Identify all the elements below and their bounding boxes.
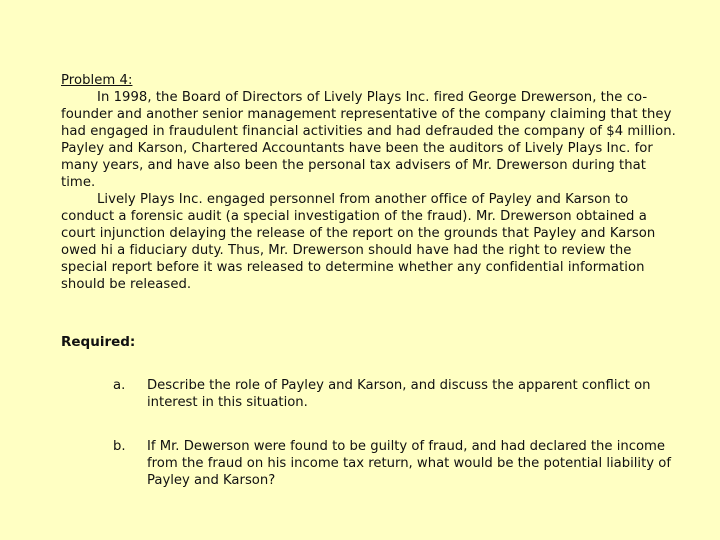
problem-heading: Problem 4:	[61, 73, 133, 88]
item-text: Describe the role of Payley and Karson, and discuss the apparent conflict on interest in this situation.	[147, 378, 651, 410]
problem-paragraph-1: In 1998, the Board of Directors of Lively Plays Inc. fired George Drewerson, the co-founder and another senior management representative of the company claiming that they had engaged in fraudulent financial activities and had defrauded the company of $4 million. Payley and Karson, Chartered Accountants have been the auditors of Lively Plays Inc. for many years, and have also been the personal tax advisers of Mr. Drewerson during that time.	[61, 90, 676, 190]
problem-body	[61, 72, 681, 293]
item-letter: b.	[113, 439, 126, 454]
required-label: Required:	[61, 334, 136, 350]
item-letter: a.	[113, 378, 126, 393]
problem-paragraph-2: Lively Plays Inc. engaged personnel from another office of Payley and Karson to conduct a forensic audit (a special investigation of the fraud). Mr. Drewerson obtained a court injunction delaying the release of the report on the grounds that Payley and Karson owed hi a fiduciary duty. Thus, Mr. Drewerson should have had the right to review the special report before it was released to determine whether any confidential information should be released.	[61, 192, 656, 292]
item-text: If Mr. Dewerson were found to be guilty of fraud, and had declared the income from the fraud on his income tax return, what would be the potential liability of Payley and Karson?	[147, 439, 671, 488]
